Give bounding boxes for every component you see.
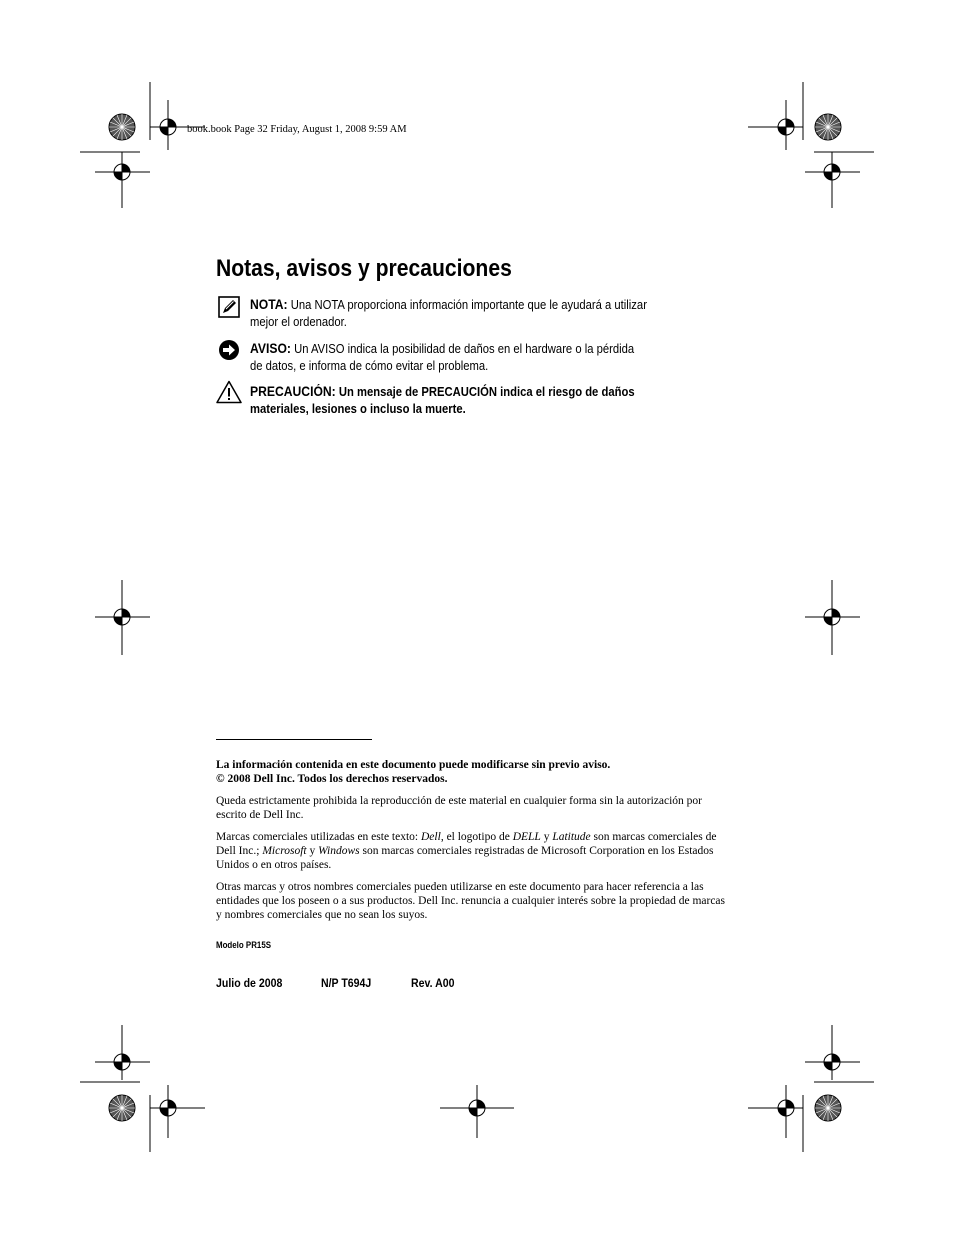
page-title: Notas, avisos y precauciones bbox=[216, 255, 512, 282]
footer-date: Julio de 2008 bbox=[216, 976, 283, 990]
note-text-line2: mejor el ordenador. bbox=[250, 315, 347, 329]
note-text-line1: Una NOTA proporciona información importante que le ayudará a utilizar bbox=[290, 298, 647, 312]
legal-line2: © 2008 Dell Inc. Todos los derechos reservados. bbox=[216, 773, 448, 786]
trademarks-text: y bbox=[540, 831, 553, 843]
model-number: Modelo PR15S bbox=[216, 940, 272, 950]
trademark-latitude: Latitude bbox=[552, 831, 591, 843]
crosshair-mark bbox=[824, 1054, 840, 1070]
legal-notice bbox=[216, 758, 726, 786]
reproduction-paragraph: Queda estrictamente prohibida la reproducción de este material en cualquier forma sin la autorización por escrito de Dell Inc. bbox=[216, 795, 702, 822]
crosshair-mark bbox=[824, 164, 840, 180]
note-notice bbox=[250, 296, 718, 331]
trademarks-text: y bbox=[306, 845, 319, 858]
trademarks-text: son marcas comerciales de Dell Inc.; bbox=[216, 831, 717, 858]
aviso-text-line1: Un AVISO indica la posibilidad de daños en el hardware o la pérdida bbox=[294, 342, 635, 356]
caution-text-line2: materiales, lesiones o incluso la muerte. bbox=[250, 402, 466, 416]
starburst-mark bbox=[815, 1095, 841, 1121]
arrow-circle-icon bbox=[218, 339, 240, 361]
aviso-label: AVISO: bbox=[250, 341, 291, 356]
other-marks-paragraph: Otras marcas y otros nombres comerciales pueden utilizarse en este documento para hacer referencia a las entidades que los poseen o a sus productos. Dell Inc. renuncia a cualquier interés sobre la propiedad de marcas y nombres comerciales que no sean los suyos. bbox=[216, 881, 726, 922]
footer-revision: Rev. A00 bbox=[411, 976, 455, 990]
caution-label: PRECAUCIÓN: bbox=[250, 384, 336, 399]
legal-line1: La información contenida en este documento puede modificarse sin previo aviso. bbox=[216, 759, 611, 771]
warning-triangle-icon bbox=[216, 380, 242, 404]
starburst-mark bbox=[815, 114, 841, 140]
crosshair-mark bbox=[778, 119, 794, 135]
starburst-mark bbox=[109, 1095, 135, 1121]
crosshair-mark bbox=[160, 119, 176, 135]
aviso-text-line2: de datos, e informa de cómo evitar el problema. bbox=[250, 359, 489, 373]
footnote-divider bbox=[216, 739, 372, 740]
crosshair-mark bbox=[114, 609, 130, 625]
print-header: book.book Page 32 Friday, August 1, 2008 9:59 AM bbox=[187, 124, 407, 135]
crosshair-mark bbox=[778, 1100, 794, 1116]
trademarks-text: , el logotipo de bbox=[440, 831, 513, 843]
crosshair-mark bbox=[114, 1054, 130, 1070]
crosshair-mark bbox=[160, 1100, 176, 1116]
trademark-microsoft: Microsoft bbox=[262, 845, 307, 858]
trademark-dell: Dell bbox=[421, 831, 441, 843]
trademark-dell-logo: DELL bbox=[512, 831, 541, 843]
footer-part-number: N/P T694J bbox=[321, 976, 372, 990]
crosshair-mark bbox=[824, 609, 840, 625]
crosshair-mark bbox=[114, 164, 130, 180]
notice-aviso bbox=[250, 340, 718, 375]
crosshair-mark bbox=[469, 1100, 485, 1116]
caution-notice bbox=[250, 383, 718, 418]
note-label: NOTA: bbox=[250, 297, 288, 312]
caution-text-line1: Un mensaje de PRECAUCIÓN indica el riesgo de daños bbox=[338, 385, 635, 399]
pencil-note-icon bbox=[218, 296, 240, 318]
trademarks-text: son marcas comerciales registradas de Microsoft Corporation en los Estados Unidos o en otros países. bbox=[216, 845, 714, 872]
trademarks-paragraph bbox=[216, 830, 726, 873]
trademark-windows: Windows bbox=[318, 845, 360, 858]
trademarks-text: Marcas comerciales utilizadas en este texto: bbox=[216, 831, 421, 843]
starburst-mark bbox=[109, 114, 135, 140]
